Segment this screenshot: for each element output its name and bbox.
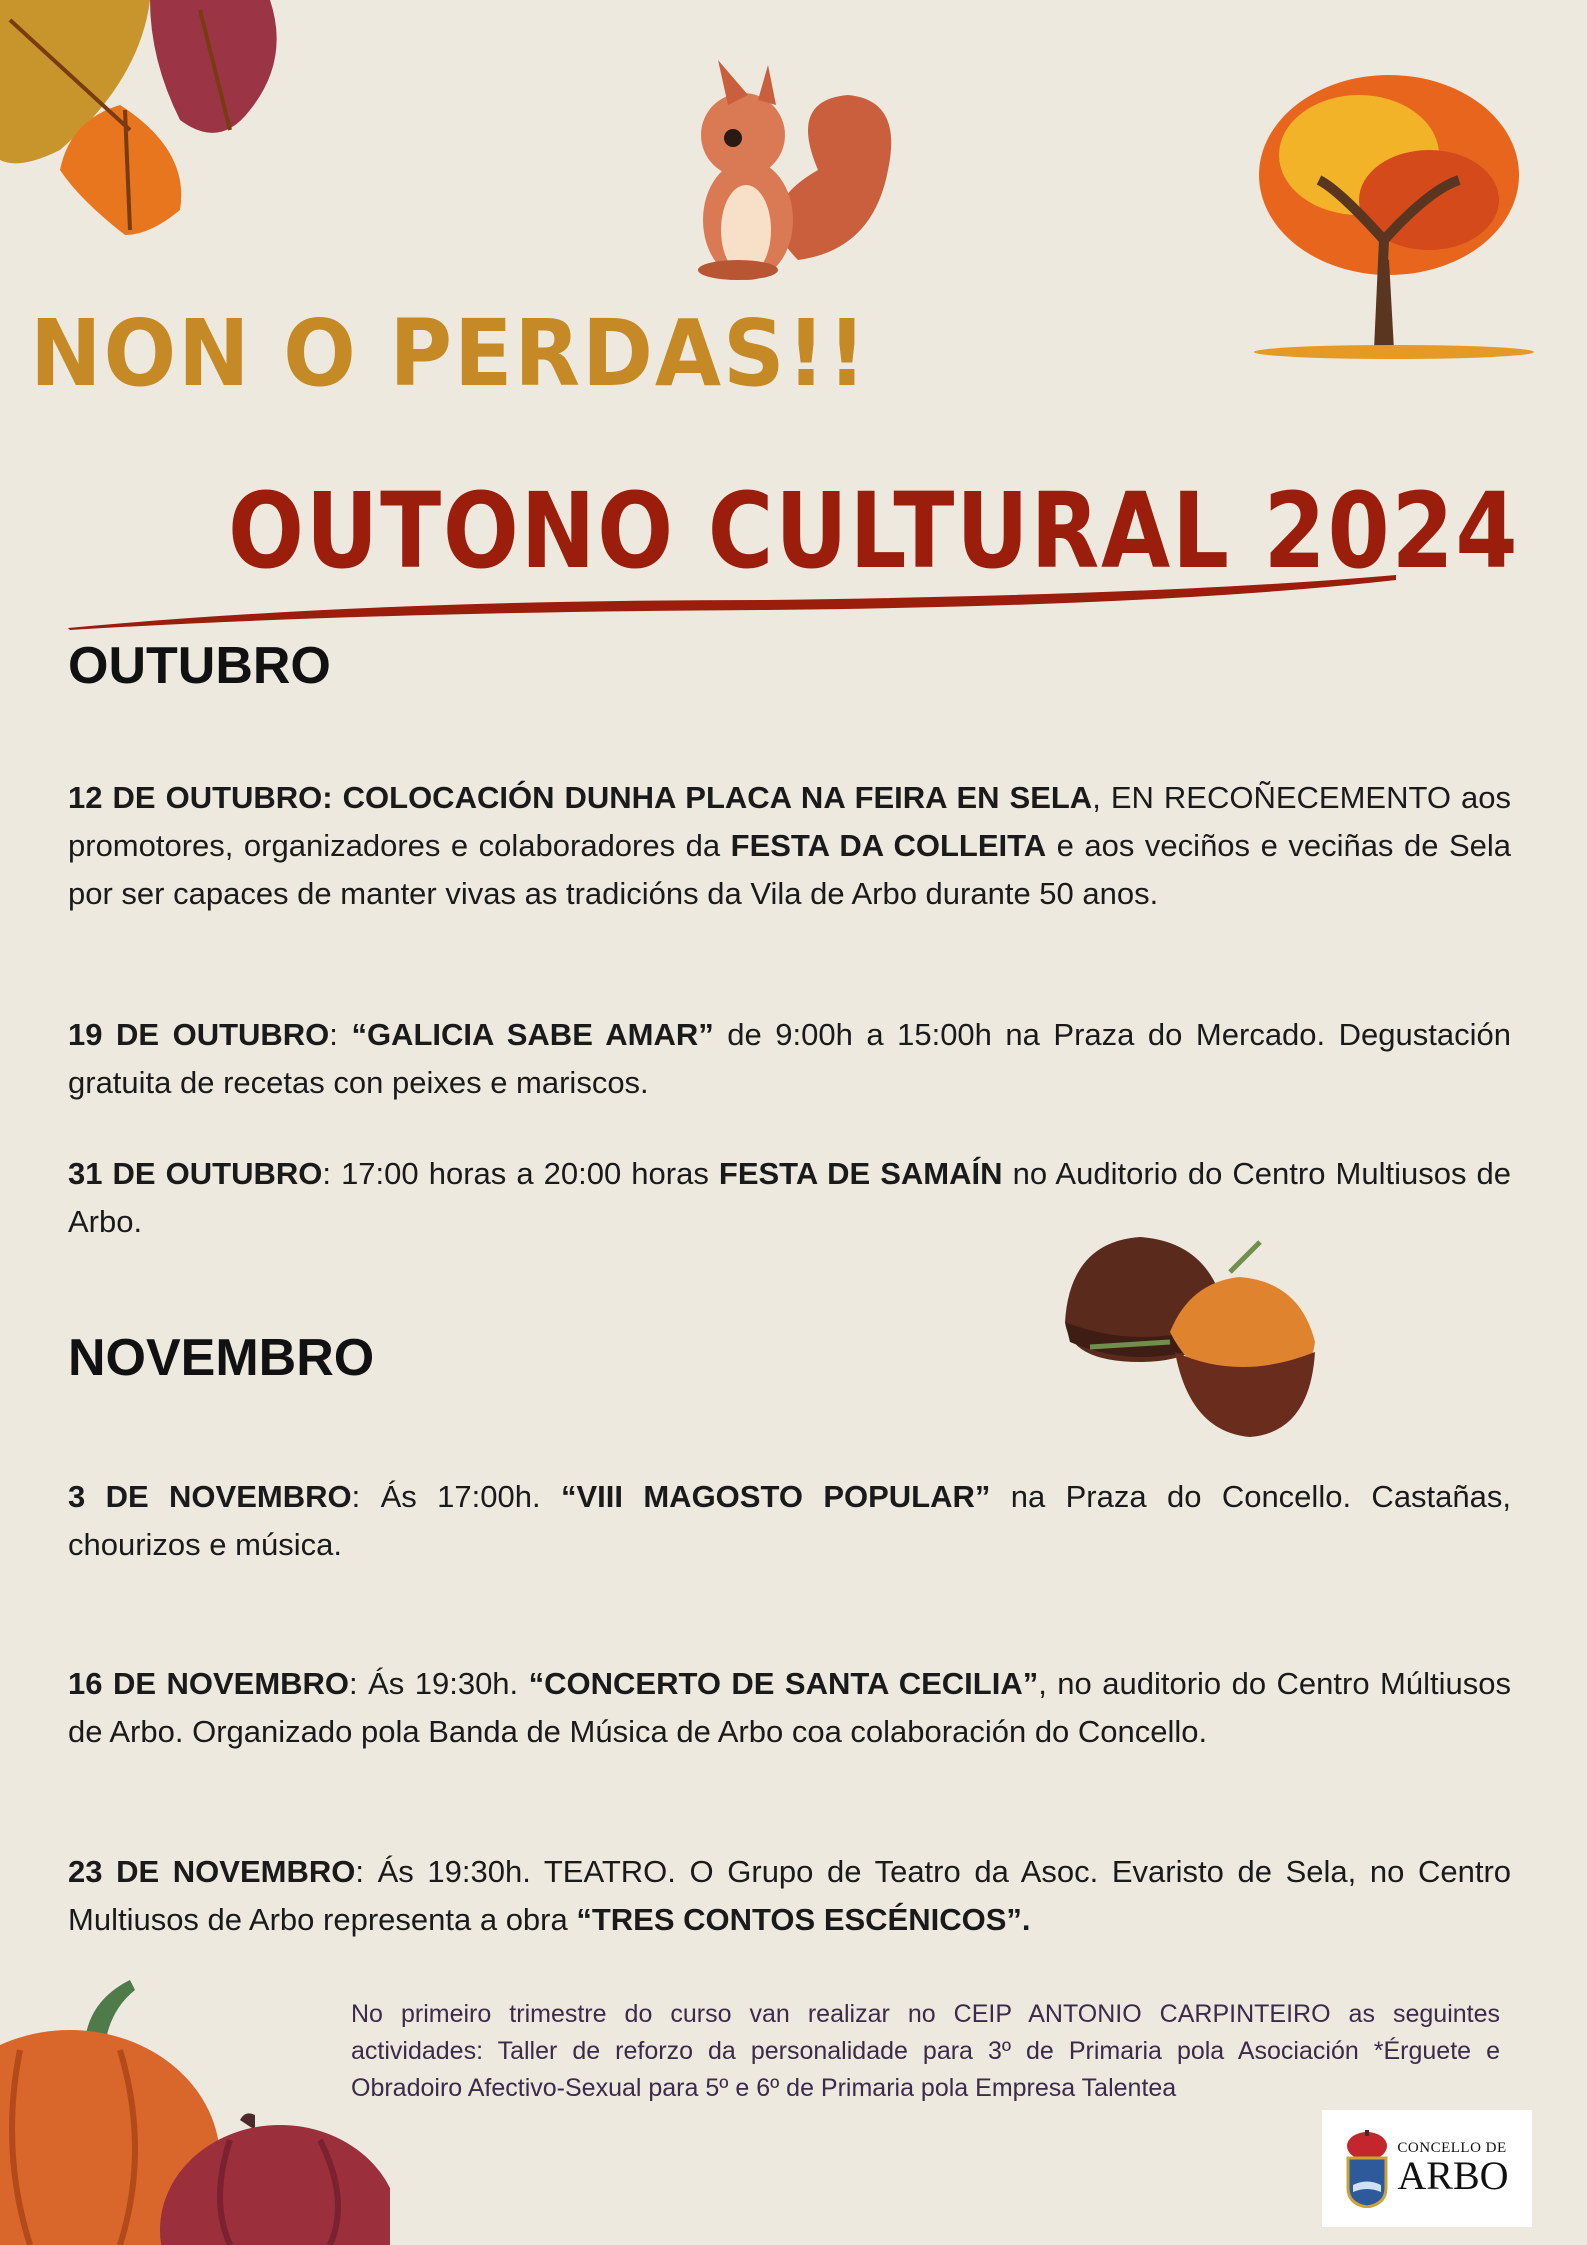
autumn-leaves-illustration bbox=[0, 0, 290, 240]
event-highlight: FESTA DA COLLEITA bbox=[730, 828, 1047, 863]
month-heading-outubro: OUTUBRO bbox=[68, 637, 331, 695]
event-text: , EN RECOÑECEMENTO aos promotores, organizadores e colaboradores da bbox=[68, 780, 1511, 863]
event-text: : 17:00 horas a 20:00 horas bbox=[322, 1156, 719, 1191]
pumpkins-illustration bbox=[0, 1970, 390, 2245]
event-date: 23 DE NOVEMBRO bbox=[68, 1854, 356, 1889]
event-text: : Ás 17:00h. bbox=[351, 1479, 561, 1514]
event-paragraph bbox=[68, 774, 1511, 918]
event-highlight: “VIII MAGOSTO POPULAR” bbox=[560, 1479, 991, 1514]
footnote: No primeiro trimestre do curso van realizar no CEIP ANTONIO CARPINTEIRO as seguintes actividades: Taller de reforzo da personalidade para 3º de Primaria pola Asociación *Érguete e Obradoiro Afectivo-Sexual para 5º e 6º de Primaria pola Empresa Talentea bbox=[351, 2000, 1500, 2102]
chestnuts-illustration bbox=[1060, 1232, 1320, 1442]
logo-line2: ARBO bbox=[1397, 2153, 1509, 2198]
event-paragraph bbox=[68, 1660, 1511, 1756]
month-heading-novembro: NOVEMBRO bbox=[68, 1329, 375, 1387]
event-highlight: “TRES CONTOS ESCÉNICOS”. bbox=[576, 1902, 1031, 1937]
autumn-tree-illustration bbox=[1239, 60, 1549, 360]
event-date: 16 DE NOVEMBRO bbox=[68, 1666, 350, 1701]
event-text: : Ás 19:30h. TEATRO. O Grupo de Teatro da Asoc. Evaristo de Sela, no Centro Multiusos de Arbo representa a obra bbox=[68, 1854, 1512, 1937]
event-text: , no auditorio do Centro Múltiusos de Arbo. Organizado pola Banda de Música de Arbo coa colaboración do Concello. bbox=[68, 1666, 1511, 1749]
event-text: no Auditorio do Centro Multiusos de Arbo. bbox=[68, 1156, 1511, 1239]
concello-arbo-logo bbox=[1322, 2110, 1532, 2227]
event-date: 12 DE OUTUBRO: COLOCACIÓN DUNHA PLACA NA FEIRA EN SELA bbox=[68, 780, 1093, 815]
event-text: na Praza do Concello. Castañas, chourizos e música. bbox=[68, 1479, 1512, 1562]
event-text: e aos veciños e veciñas de Sela por ser capaces de manter vivas as tradicións da Vila de Arbo durante 50 anos. bbox=[68, 828, 1511, 911]
event-date: 31 DE OUTUBRO bbox=[68, 1156, 323, 1191]
brush-divider bbox=[66, 570, 1406, 630]
event-date: 19 DE OUTUBRO bbox=[68, 1017, 330, 1052]
event-paragraph bbox=[68, 1848, 1511, 1944]
page-title: OUTONO CULTURAL 2024 bbox=[228, 470, 1520, 592]
event-text: : Ás 19:30h. bbox=[349, 1666, 529, 1701]
event-highlight: FESTA DE SAMAÍN bbox=[718, 1156, 1003, 1191]
coat-of-arms-icon bbox=[1345, 2130, 1389, 2208]
event-highlight: “CONCERTO DE SANTA CECILIA” bbox=[528, 1666, 1039, 1701]
event-highlight: “GALICIA SABE AMAR” bbox=[351, 1017, 714, 1052]
event-date: 3 DE NOVEMBRO bbox=[68, 1479, 352, 1514]
squirrel-illustration bbox=[688, 60, 898, 285]
event-text: : bbox=[329, 1017, 352, 1052]
event-paragraph bbox=[68, 1011, 1511, 1107]
event-paragraph bbox=[68, 1473, 1511, 1569]
tagline: NON O PERDAS!! bbox=[30, 300, 869, 407]
logo-line1: CONCELLO DE bbox=[1397, 2140, 1507, 2156]
event-text: de 9:00h a 15:00h na Praza do Mercado. Degustación gratuita de recetas con peixes e mariscos. bbox=[68, 1017, 1511, 1100]
